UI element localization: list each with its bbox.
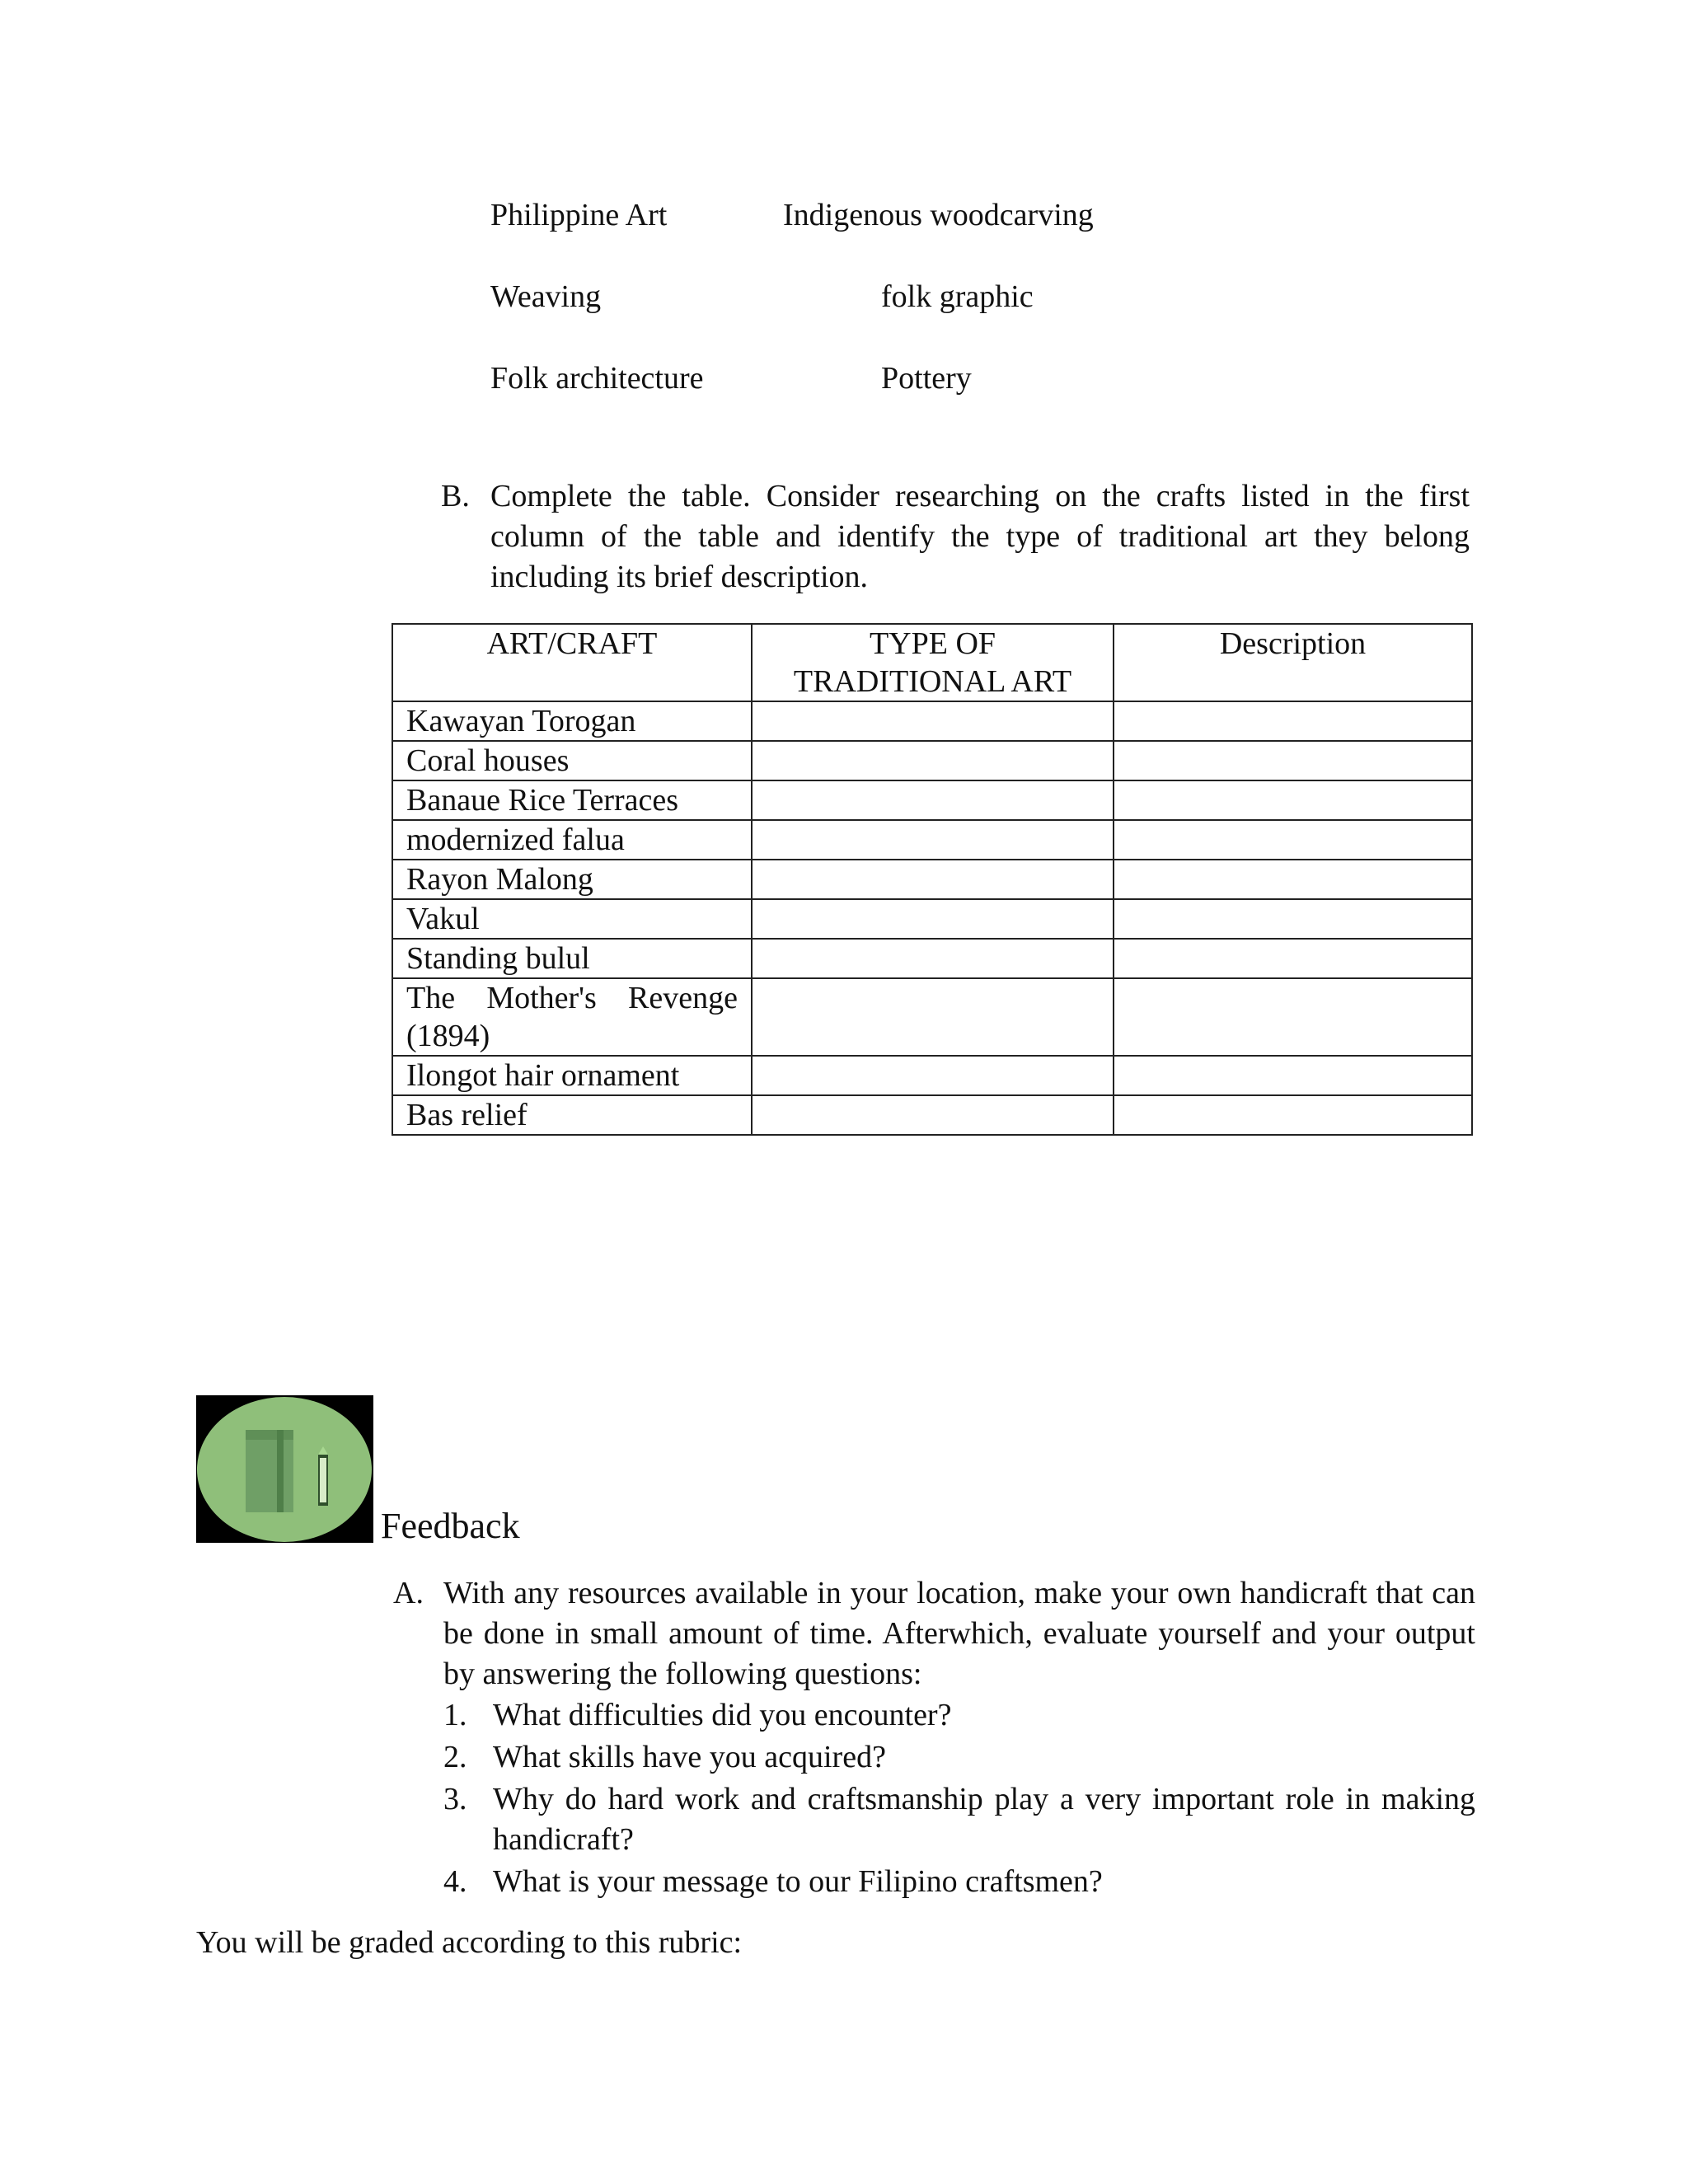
table-cell-craft: Bas relief xyxy=(392,1095,752,1135)
word-list-item-2-left: Weaving xyxy=(490,279,602,314)
question-text: What difficulties did you encounter? xyxy=(493,1698,952,1732)
word-list-item-2-right: folk graphic xyxy=(881,279,1034,314)
table-cell-craft: Coral houses xyxy=(392,741,752,780)
table-row xyxy=(392,939,1472,978)
list-item xyxy=(443,1862,1475,1902)
question-number: 2. xyxy=(443,1740,467,1774)
table-cell-type[interactable] xyxy=(752,701,1114,741)
feedback-a-instructions: With any resources available in your location, make your own handicraft that can be done in small amount of time. Afterwhich, evaluate yourself and your output by answering the following questions: xyxy=(443,1576,1475,1691)
question-number: 4. xyxy=(443,1864,467,1899)
list-item xyxy=(443,1779,1475,1860)
table-cell-craft: Banaue Rice Terraces xyxy=(392,780,752,820)
header-art-craft: ART/CRAFT xyxy=(392,624,752,701)
question-list xyxy=(443,1695,1475,1904)
table-cell-type[interactable] xyxy=(752,978,1114,1056)
table-cell-description[interactable] xyxy=(1114,860,1472,899)
table-cell-type[interactable] xyxy=(752,939,1114,978)
word-list-item-1-left: Philippine Art xyxy=(490,198,668,232)
table-cell-description[interactable] xyxy=(1114,1095,1472,1135)
table-row xyxy=(392,1095,1472,1135)
word-list-item-3-right: Pottery xyxy=(881,361,972,396)
question-number: 1. xyxy=(443,1698,467,1732)
question-text: Why do hard work and craftsmanship play a very important role in making handicraft? xyxy=(493,1782,1475,1857)
feedback-title: Feedback xyxy=(381,1506,520,1546)
table-cell-type[interactable] xyxy=(752,860,1114,899)
table-cell-craft: Rayon Malong xyxy=(392,860,752,899)
table-row xyxy=(392,741,1472,780)
table-cell-description[interactable] xyxy=(1114,741,1472,780)
table-cell-description[interactable] xyxy=(1114,899,1472,939)
table-cell-description[interactable] xyxy=(1114,1056,1472,1095)
section-b-marker: B. xyxy=(441,479,470,513)
table-cell-type[interactable] xyxy=(752,780,1114,820)
list-item xyxy=(443,1737,1475,1778)
table-row xyxy=(392,978,1472,1056)
word-list-item-1-right: Indigenous woodcarving xyxy=(783,198,1094,232)
table-cell-type[interactable] xyxy=(752,899,1114,939)
header-description: Description xyxy=(1114,624,1472,701)
word-list-item-3-left: Folk architecture xyxy=(490,361,704,396)
table-cell-description[interactable] xyxy=(1114,701,1472,741)
table-header-row xyxy=(392,624,1472,701)
table-row xyxy=(392,1056,1472,1095)
rubric-note: You will be graded according to this rubric: xyxy=(196,1925,743,1960)
question-text: What is your message to our Filipino craftsmen? xyxy=(493,1864,1103,1899)
table-row xyxy=(392,701,1472,741)
table-cell-description[interactable] xyxy=(1114,820,1472,860)
section-b-instructions: Complete the table. Consider researching on the crafts listed in the first column of the table and identify the type of traditional art they belong including its brief description. xyxy=(490,479,1470,594)
table-cell-type[interactable] xyxy=(752,1056,1114,1095)
table-cell-craft: The Mother's Revenge (1894) xyxy=(392,978,752,1056)
table-cell-description[interactable] xyxy=(1114,978,1472,1056)
header-type-of-traditional-art-text: TYPE OF TRADITIONAL ART xyxy=(793,626,1072,699)
question-text: What skills have you acquired? xyxy=(493,1740,886,1774)
table-cell-type[interactable] xyxy=(752,1095,1114,1135)
question-number: 3. xyxy=(443,1782,467,1816)
header-type-of-traditional-art xyxy=(752,624,1114,701)
table-cell-craft: Kawayan Torogan xyxy=(392,701,752,741)
table-cell-craft: Standing bulul xyxy=(392,939,752,978)
table-row xyxy=(392,860,1472,899)
list-item xyxy=(443,1695,1475,1736)
table-cell-craft: modernized falua xyxy=(392,820,752,860)
table-cell-craft: Vakul xyxy=(392,899,752,939)
table-cell-craft: Ilongot hair ornament xyxy=(392,1056,752,1095)
table-row xyxy=(392,899,1472,939)
feedback-a-marker: A. xyxy=(393,1576,424,1610)
notebook-pencil-icon-graphic xyxy=(196,1395,373,1543)
table-row xyxy=(392,780,1472,820)
table-cell-type[interactable] xyxy=(752,820,1114,860)
table-cell-description[interactable] xyxy=(1114,939,1472,978)
table-cell-type[interactable] xyxy=(752,741,1114,780)
table-cell-description[interactable] xyxy=(1114,780,1472,820)
crafts-table xyxy=(392,623,1473,1136)
notebook-pencil-icon xyxy=(196,1395,373,1543)
table-row xyxy=(392,820,1472,860)
